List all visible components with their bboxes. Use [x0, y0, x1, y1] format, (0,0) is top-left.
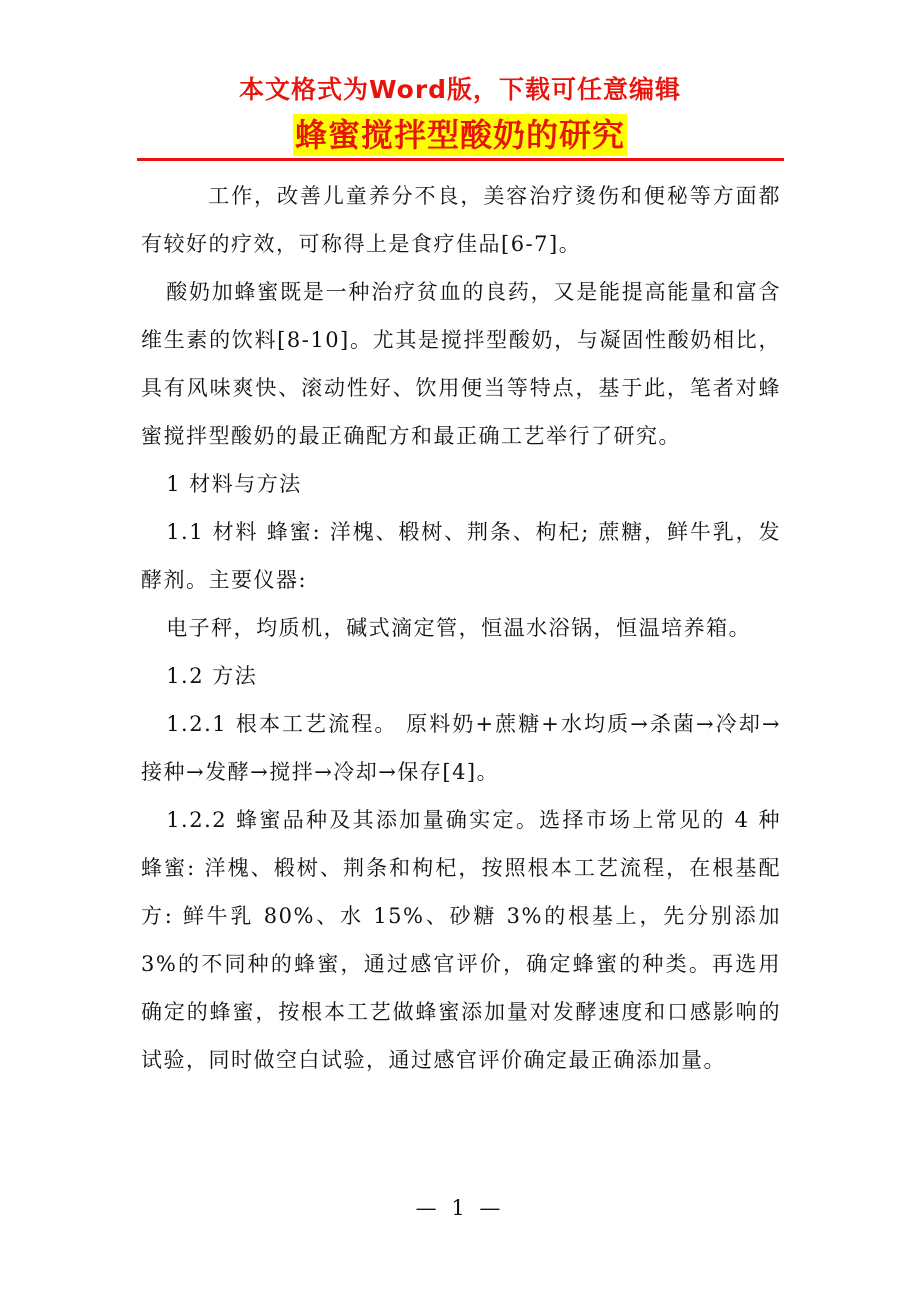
- download-banner: 本文格式为Word版，下载可任意编辑: [238, 75, 682, 104]
- title-divider: [137, 158, 784, 161]
- paragraph-instruments: 电子秤，均质机，碱式滴定管，恒温水浴锅，恒温培养箱。: [166, 616, 752, 640]
- heading-materials-methods: 1 材料与方法: [166, 472, 302, 496]
- paragraph-honey-yogurt: 酸奶加蜂蜜既是一种治疗贫血的良药，又是能提高能量和富含维生素的饮料[8-10]。尤其是搅拌型酸奶，与凝固性酸奶相比，具有风味爽快、滚动性好、饮用便当等特点，基于此，笔者对蜂蜜搅拌型酸奶的最正确配方和最正确工艺举行了研究。: [141, 280, 781, 448]
- paragraph-intro-continued: 工作，改善儿童养分不良，美容治疗烫伤和便秘等方面都有较好的疗效，可称得上是食疗佳品[6-7]。: [141, 184, 781, 256]
- paragraph-honey-variety: 1.2.2 蜂蜜品种及其添加量确实定。选择市场上常见的 4 种蜂蜜: 洋槐、椴树、荆条和枸杞，按照根本工艺流程，在根基配方: 鲜牛乳 80%、水 15%、砂糖 3%的根基上，先分别添加 3%的不同种的蜂蜜，通过感官评价，确定蜂蜜的种类。再选用确定的蜂蜜，按根本工艺做蜂蜜添加量对发酵速度和口感影响的试验，同时做空白试验，通过感官评价确定最正确添加量。: [141, 808, 781, 1072]
- document-body: [141, 172, 781, 1084]
- paragraph-process-flow: 1.2.1 根本工艺流程。 原料奶+蔗糖+水均质→杀菌→冷却→接种→发酵→搅拌→冷却→保存[4]。: [141, 712, 781, 784]
- document-title: 蜂蜜搅拌型酸奶的研究: [294, 116, 625, 154]
- page-number: — 1 —: [415, 1196, 505, 1220]
- paragraph-materials: 1.1 材料 蜂蜜: 洋槐、椴树、荆条、枸杞; 蔗糖，鲜牛乳，发酵剂。主要仪器:: [141, 520, 781, 592]
- heading-methods: 1.2 方法: [166, 664, 258, 688]
